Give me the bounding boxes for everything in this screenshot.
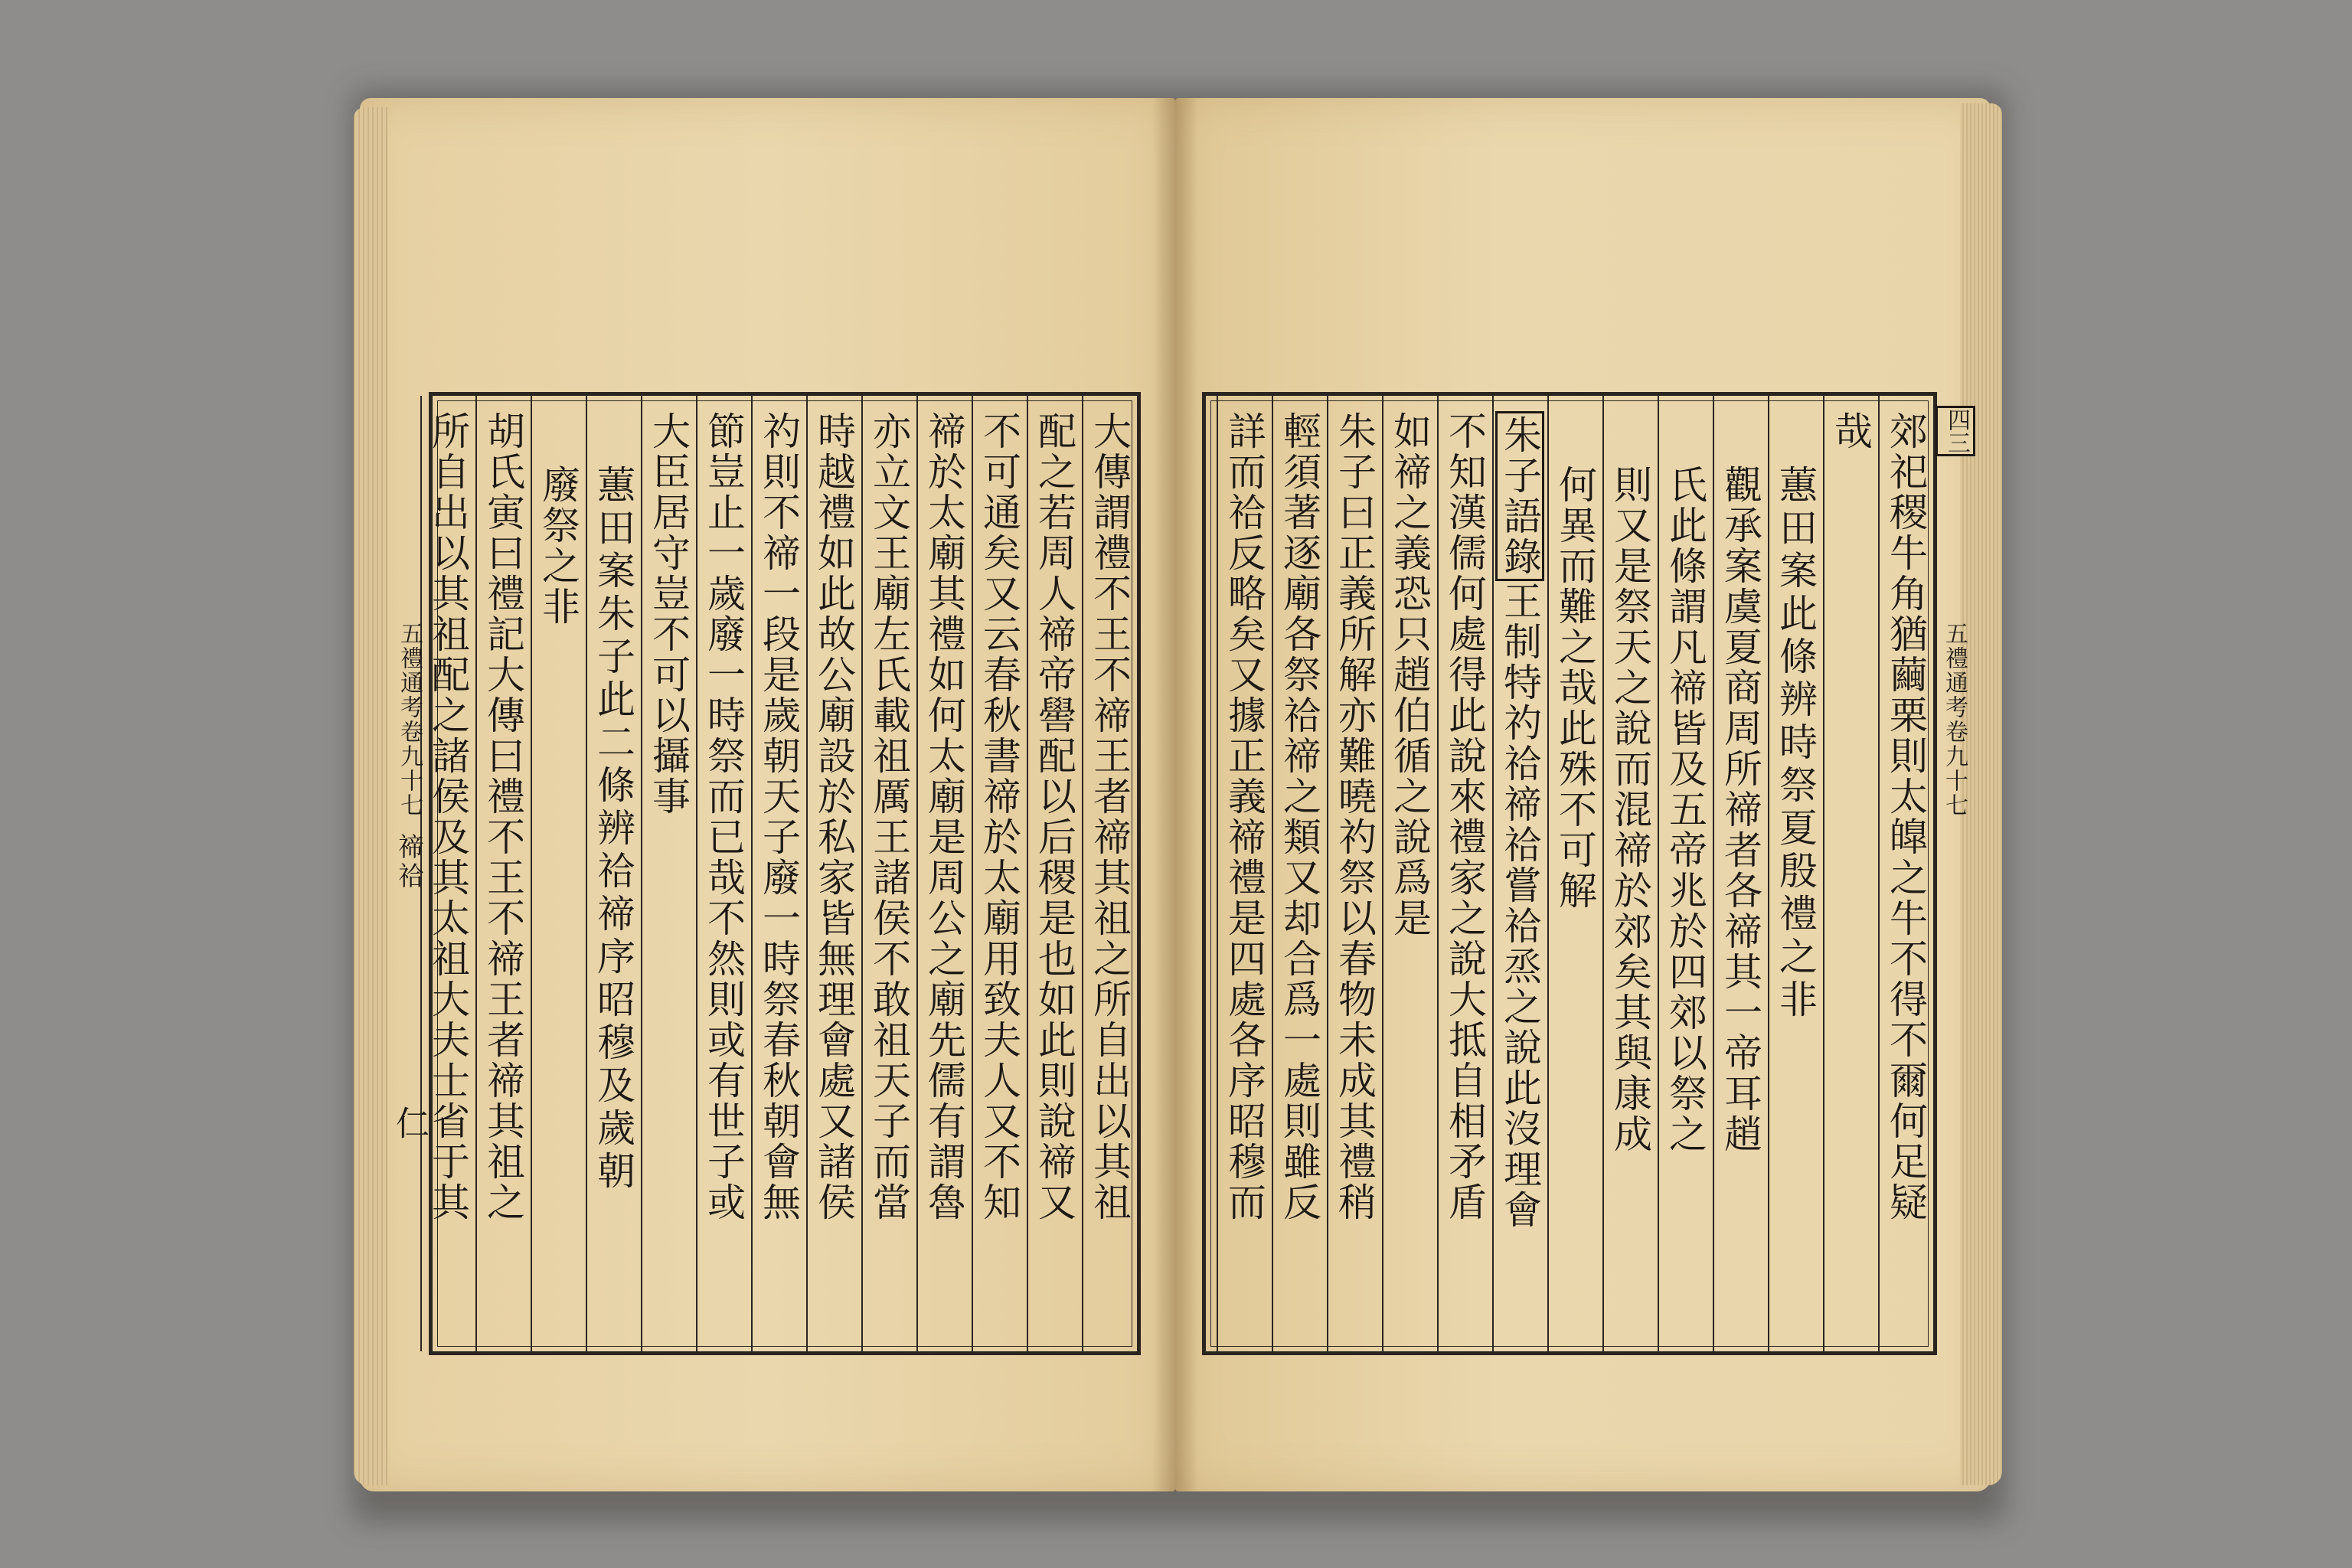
left-margin-section: 禘祫 — [393, 833, 424, 891]
left-page-column: 大臣居守豈不可以攝事 — [641, 396, 696, 1351]
right-page-number: 四三 — [1936, 406, 1975, 456]
left-page-column: 配之若周人禘帝嚳配以后稷是也如此則說禘又 — [1027, 396, 1082, 1351]
right-page-column: 哉 — [1823, 396, 1878, 1351]
right-page-column: 郊祀稷牛角猶繭栗則太皥之牛不得不爾何足疑 — [1878, 396, 1933, 1351]
left-fold-margin — [390, 392, 427, 1355]
right-text-frame — [1202, 392, 1937, 1355]
right-fold-margin — [1936, 392, 1972, 1355]
left-text-frame — [426, 392, 1141, 1355]
right-page-column: 詳而祫反略矣又據正義禘禮是四處各序昭穆而 — [1217, 396, 1272, 1351]
right-page-column: 則又是祭天之說而混禘於郊矣其與康成 — [1602, 396, 1658, 1351]
right-page-column: 輕須著逐廟各祭祫禘之類又却合爲一處則雖反 — [1272, 396, 1327, 1351]
right-page-column: 如禘之義恐只趙伯循之說爲是 — [1382, 396, 1437, 1351]
left-page-column: 節豈止一歲廢一時祭而已哉不然則或有世子或 — [696, 396, 751, 1351]
boxed-source-label: 朱子語錄 — [1495, 411, 1544, 581]
left-margin-title: 五禮通考卷九十七 — [396, 622, 423, 818]
right-page-column: 蕙田案此條辨時祭夏殷禮之非 — [1768, 396, 1823, 1351]
left-page-column: 時越禮如此故公廟設於私家皆無理會處又諸侯 — [806, 396, 861, 1351]
right-page-column: 不知漢儒何處得此說來禮家之說大抵自相矛盾 — [1437, 396, 1492, 1351]
right-page-column: 氏此條謂凡禘皆及五帝兆於四郊以祭之 — [1658, 396, 1713, 1351]
right-margin-title: 五禮通考卷九十七 — [1941, 622, 1968, 818]
left-page-column: 胡氏寅曰禮記大傳曰禮不王不禘王者禘其祖之 — [475, 396, 531, 1351]
book-gutter — [1152, 98, 1198, 1491]
left-page-column: 蕙田案朱子此二條辨祫禘序昭穆及歲朝 — [586, 396, 641, 1351]
right-page-column: 何異而難之哉此殊不可解 — [1547, 396, 1602, 1351]
right-page-column: 朱子曰正義所解亦難曉礿祭以春物未成其禮稍 — [1327, 396, 1382, 1351]
left-page-column: 禘於太廟其禮如何太廟是周公之廟先儒有謂魯 — [916, 396, 972, 1351]
right-page-column: 朱子語錄王制特礿祫禘祫嘗祫烝之說此沒理會 — [1492, 396, 1547, 1351]
right-page-column: 觀承案虞夏商周所禘者各禘其一帝耳趙 — [1713, 396, 1768, 1351]
left-page-column: 礿則不禘一段是歲朝天子廢一時祭春秋朝會無 — [751, 396, 806, 1351]
left-page-column: 所自出以其祖配之諸侯及其太祖大夫士省于其 — [420, 396, 475, 1351]
left-page-column: 大傳謂禮不王不禘王者禘其祖之所自出以其祖 — [1082, 396, 1137, 1351]
left-page-edges — [354, 107, 388, 1485]
left-page-column: 亦立文王廟左氏載祖厲王諸侯不敢祖天子而當 — [861, 396, 916, 1351]
left-page-column: 不可通矣又云春秋書禘於太廟用致夫人又不知 — [972, 396, 1027, 1351]
left-margin-footer: 仁 — [390, 1106, 429, 1141]
left-page-column: 廢祭之非 — [531, 396, 586, 1351]
